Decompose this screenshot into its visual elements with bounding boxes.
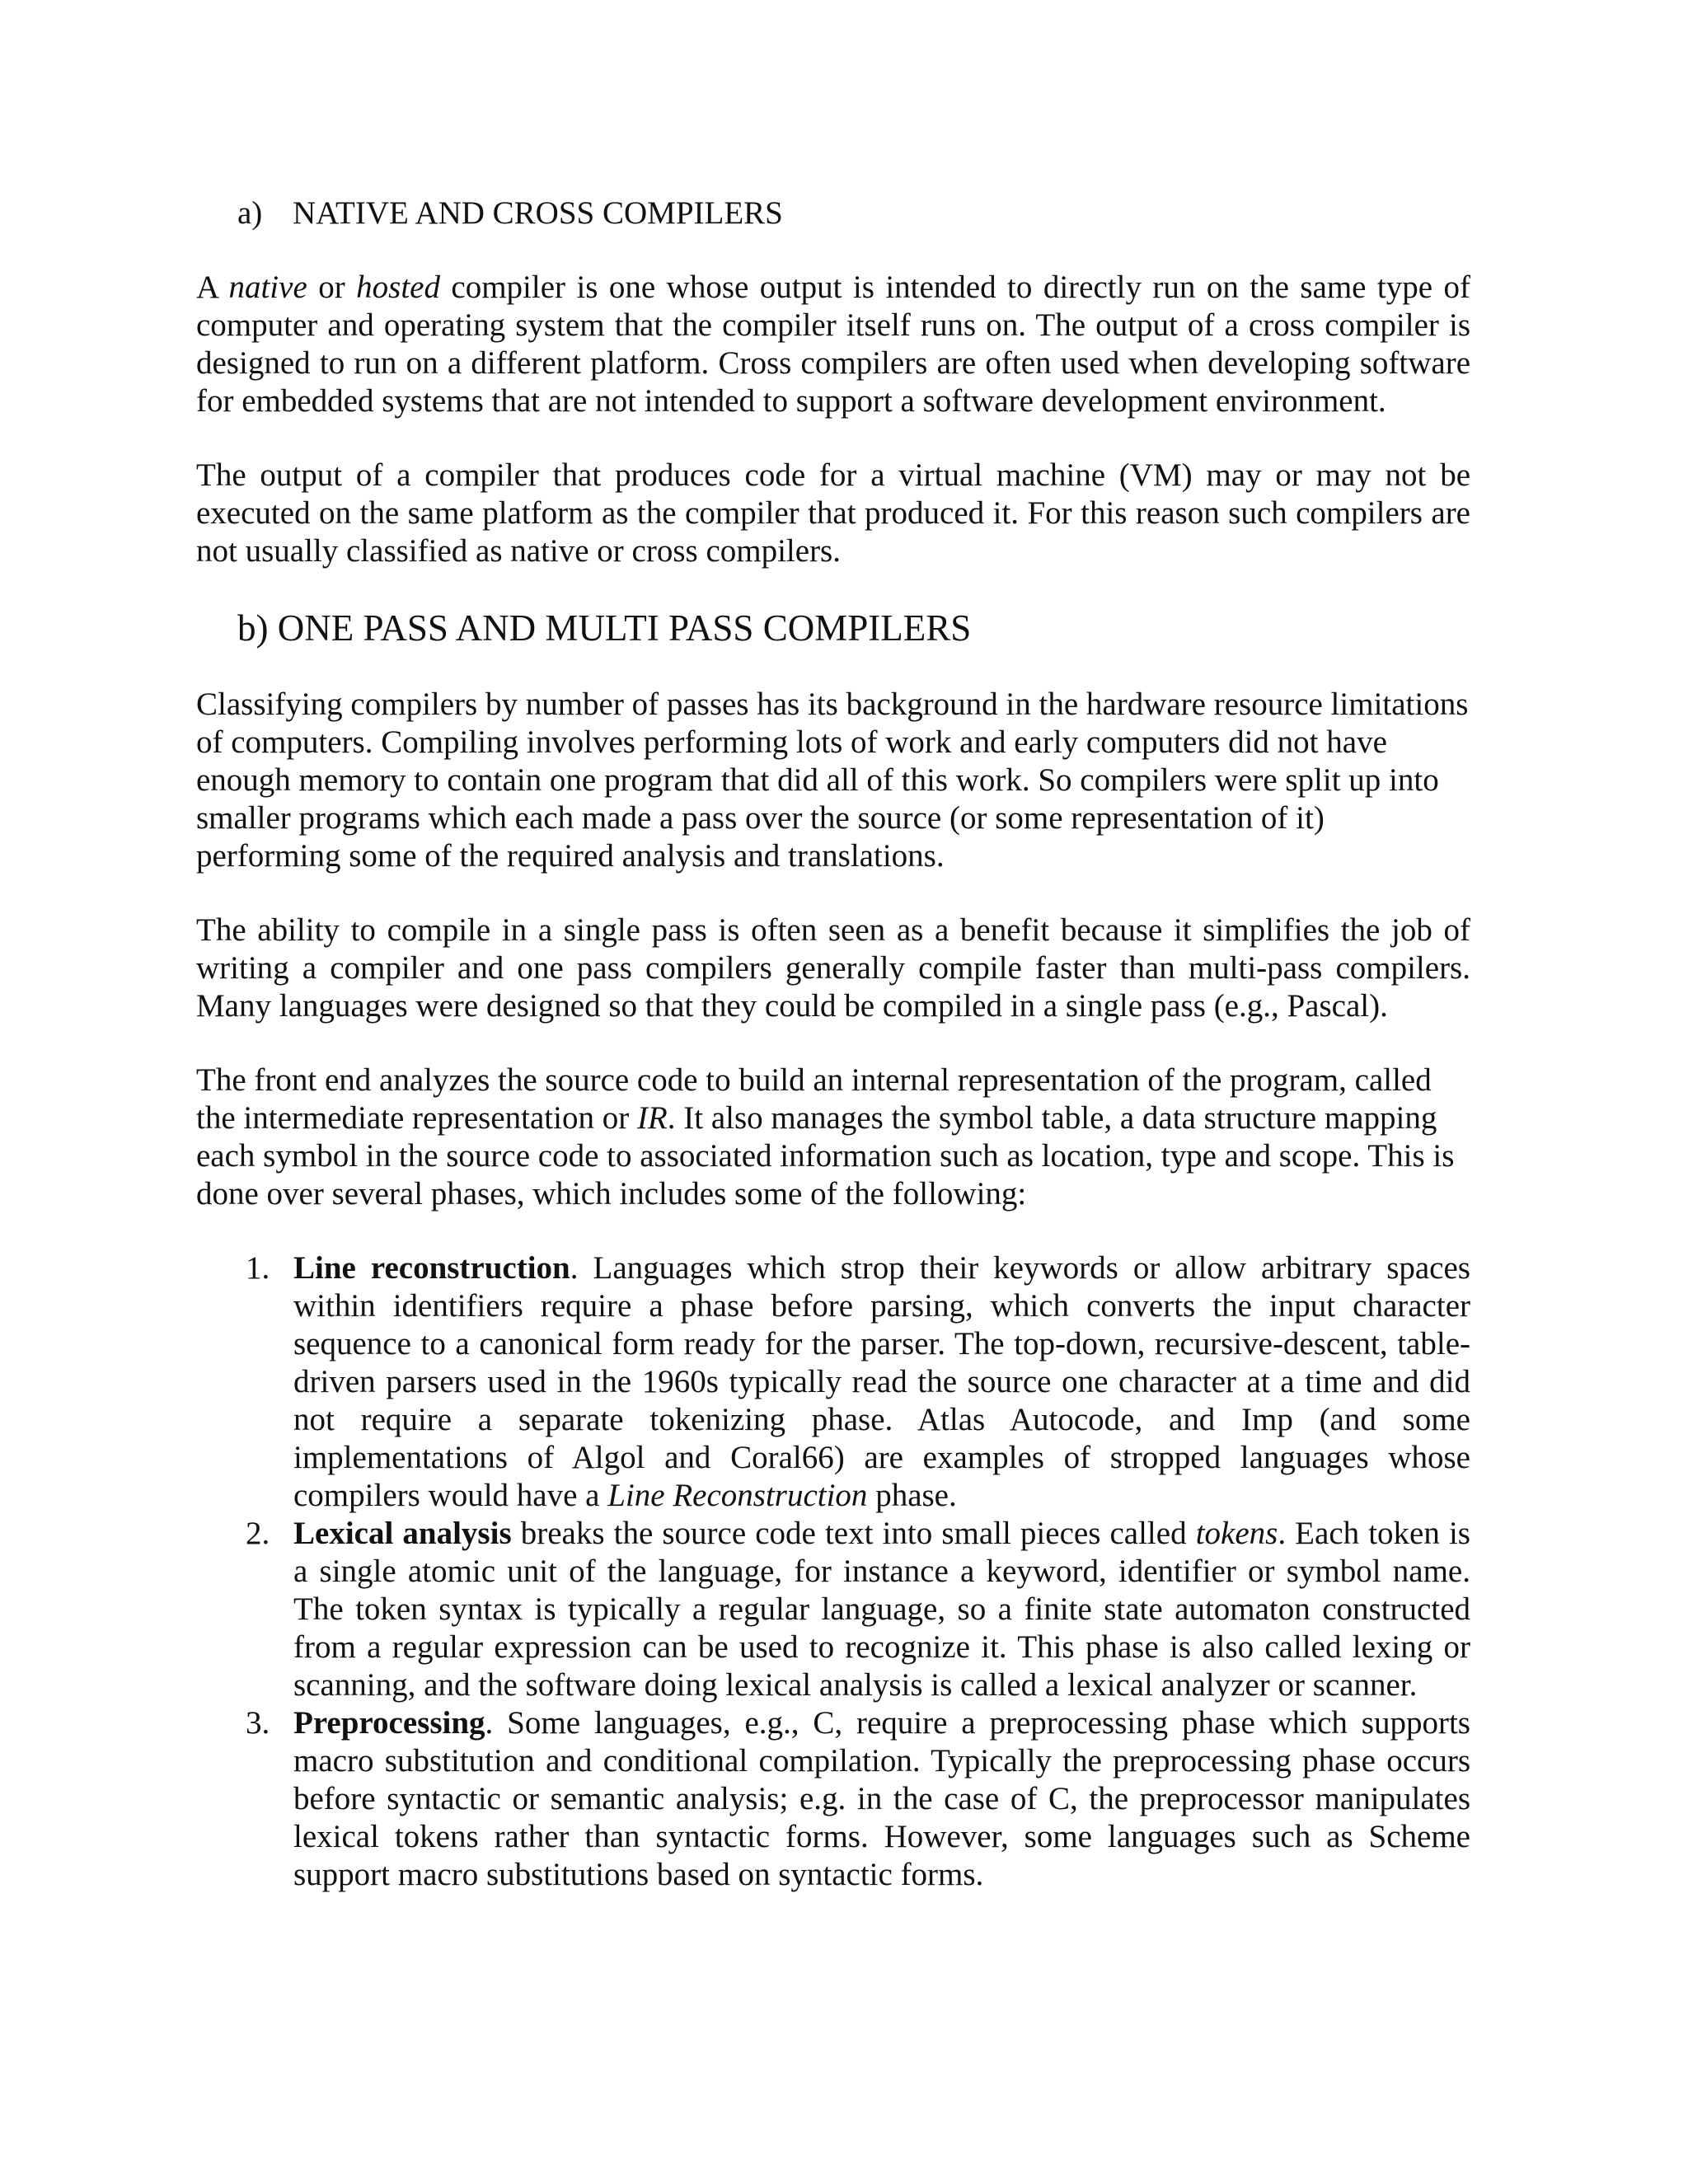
term-lexical-analysis: Lexical analysis (293, 1516, 512, 1551)
section-b-paragraph-2: The ability to compile in a single pass is often seen as a benefit because it simplifies the job of writing a compiler and one pass compilers generally compile faster than multi-pass compilers. Many languages were designed so that they could be compiled in a single pass (e.g., Pascal). (196, 912, 1470, 1024)
emphasis-line-reconstruction: Line Reconstruction (607, 1478, 868, 1513)
text-run: compiler is one whose output is intended to directly run on the same type of computer and operating system that the compiler itself runs on. The output of a cross compiler is designed to run on a different platform. Cross compilers are often used when developing software for embedded systems that are not intended to support a software development environment. (196, 269, 1470, 419)
text-run: . Languages which strop their keywords or allow arbitrary spaces within identifiers require a phase before parsing, which converts the input character sequence to a canonical form ready for the parser. The top-down, recursive-descent, table-driven parsers used in the 1960s typically read the source one character at a time and did not require a separate tokenizing phase. Atlas Autocode, and Imp (and some implementations of Algol and Coral66) are examples of stropped languages whose compilers would have a (293, 1250, 1470, 1513)
section-a-heading (196, 194, 1470, 232)
emphasis-ir: IR (636, 1100, 668, 1136)
phases-list (196, 1249, 1470, 1894)
list-number: 2. (246, 1516, 270, 1551)
list-item (196, 1704, 1470, 1894)
term-line-reconstruction: Line reconstruction (293, 1250, 570, 1286)
page-content (196, 194, 1470, 1894)
section-a-paragraph-1 (196, 269, 1470, 420)
text-run: . Each token is a single atomic unit of the language, for instance a keyword, identifier or symbol name. The token syntax is typically a regular language, so a finite state automaton constructed from a regular expression can be used to recognize it. This phase is also called lexing or scanning, and the software doing lexical analysis is called a lexical analyzer or scanner. (293, 1516, 1470, 1703)
text-run: A (196, 269, 229, 305)
text-run: or (307, 269, 357, 305)
section-b-paragraph-3 (196, 1062, 1470, 1213)
text-run: breaks the source code text into small pieces called (511, 1516, 1196, 1551)
section-a-paragraph-2: The output of a compiler that produces code for a virtual machine (VM) may or may not be executed on the same platform as the compiler that produced it. For this reason such compilers are not usually classified as native or cross compilers. (196, 457, 1470, 569)
section-a-marker: a) (237, 195, 263, 231)
emphasis-native: native (228, 269, 307, 305)
section-b-heading: b) ONE PASS AND MULTI PASS COMPILERS (237, 607, 972, 649)
section-a-title: NATIVE AND CROSS COMPILERS (293, 195, 783, 231)
text-run: . It also manages the symbol table, a data structure mapping each symbol in the source code to associated information such as location, type and scope. This is done over several phases, which includes some of the following: (196, 1100, 1455, 1212)
list-number: 3. (246, 1705, 270, 1741)
text-run: . Some languages, e.g., C, require a preprocessing phase which supports macro substitution and conditional compilation. Typically the preprocessing phase occurs before syntactic or semantic analysis; e.g. in the case of C, the preprocessor manipulates lexical tokens rather than syntactic forms. However, some languages such as Scheme support macro substitutions based on syntactic forms. (293, 1705, 1470, 1892)
list-number: 1. (246, 1250, 270, 1286)
list-item (196, 1515, 1470, 1704)
emphasis-hosted: hosted (356, 269, 440, 305)
section-b-paragraph-1: Classifying compilers by number of passes has its background in the hardware resource limitations of computers. Compiling involves performing lots of work and early computers did not have enough memory to contain one program that did all of this work. So compilers were split up into smaller programs which each made a pass over the source (or some representation of it) performing some of the required analysis and translations. (196, 687, 1469, 874)
list-item (196, 1249, 1470, 1515)
emphasis-tokens: tokens (1195, 1516, 1278, 1551)
term-preprocessing: Preprocessing (293, 1705, 485, 1741)
text-run: The front end analyzes the source code to build an internal representation of the program, called the intermediate representation or (196, 1062, 1432, 1136)
text-run: phase. (867, 1478, 957, 1513)
